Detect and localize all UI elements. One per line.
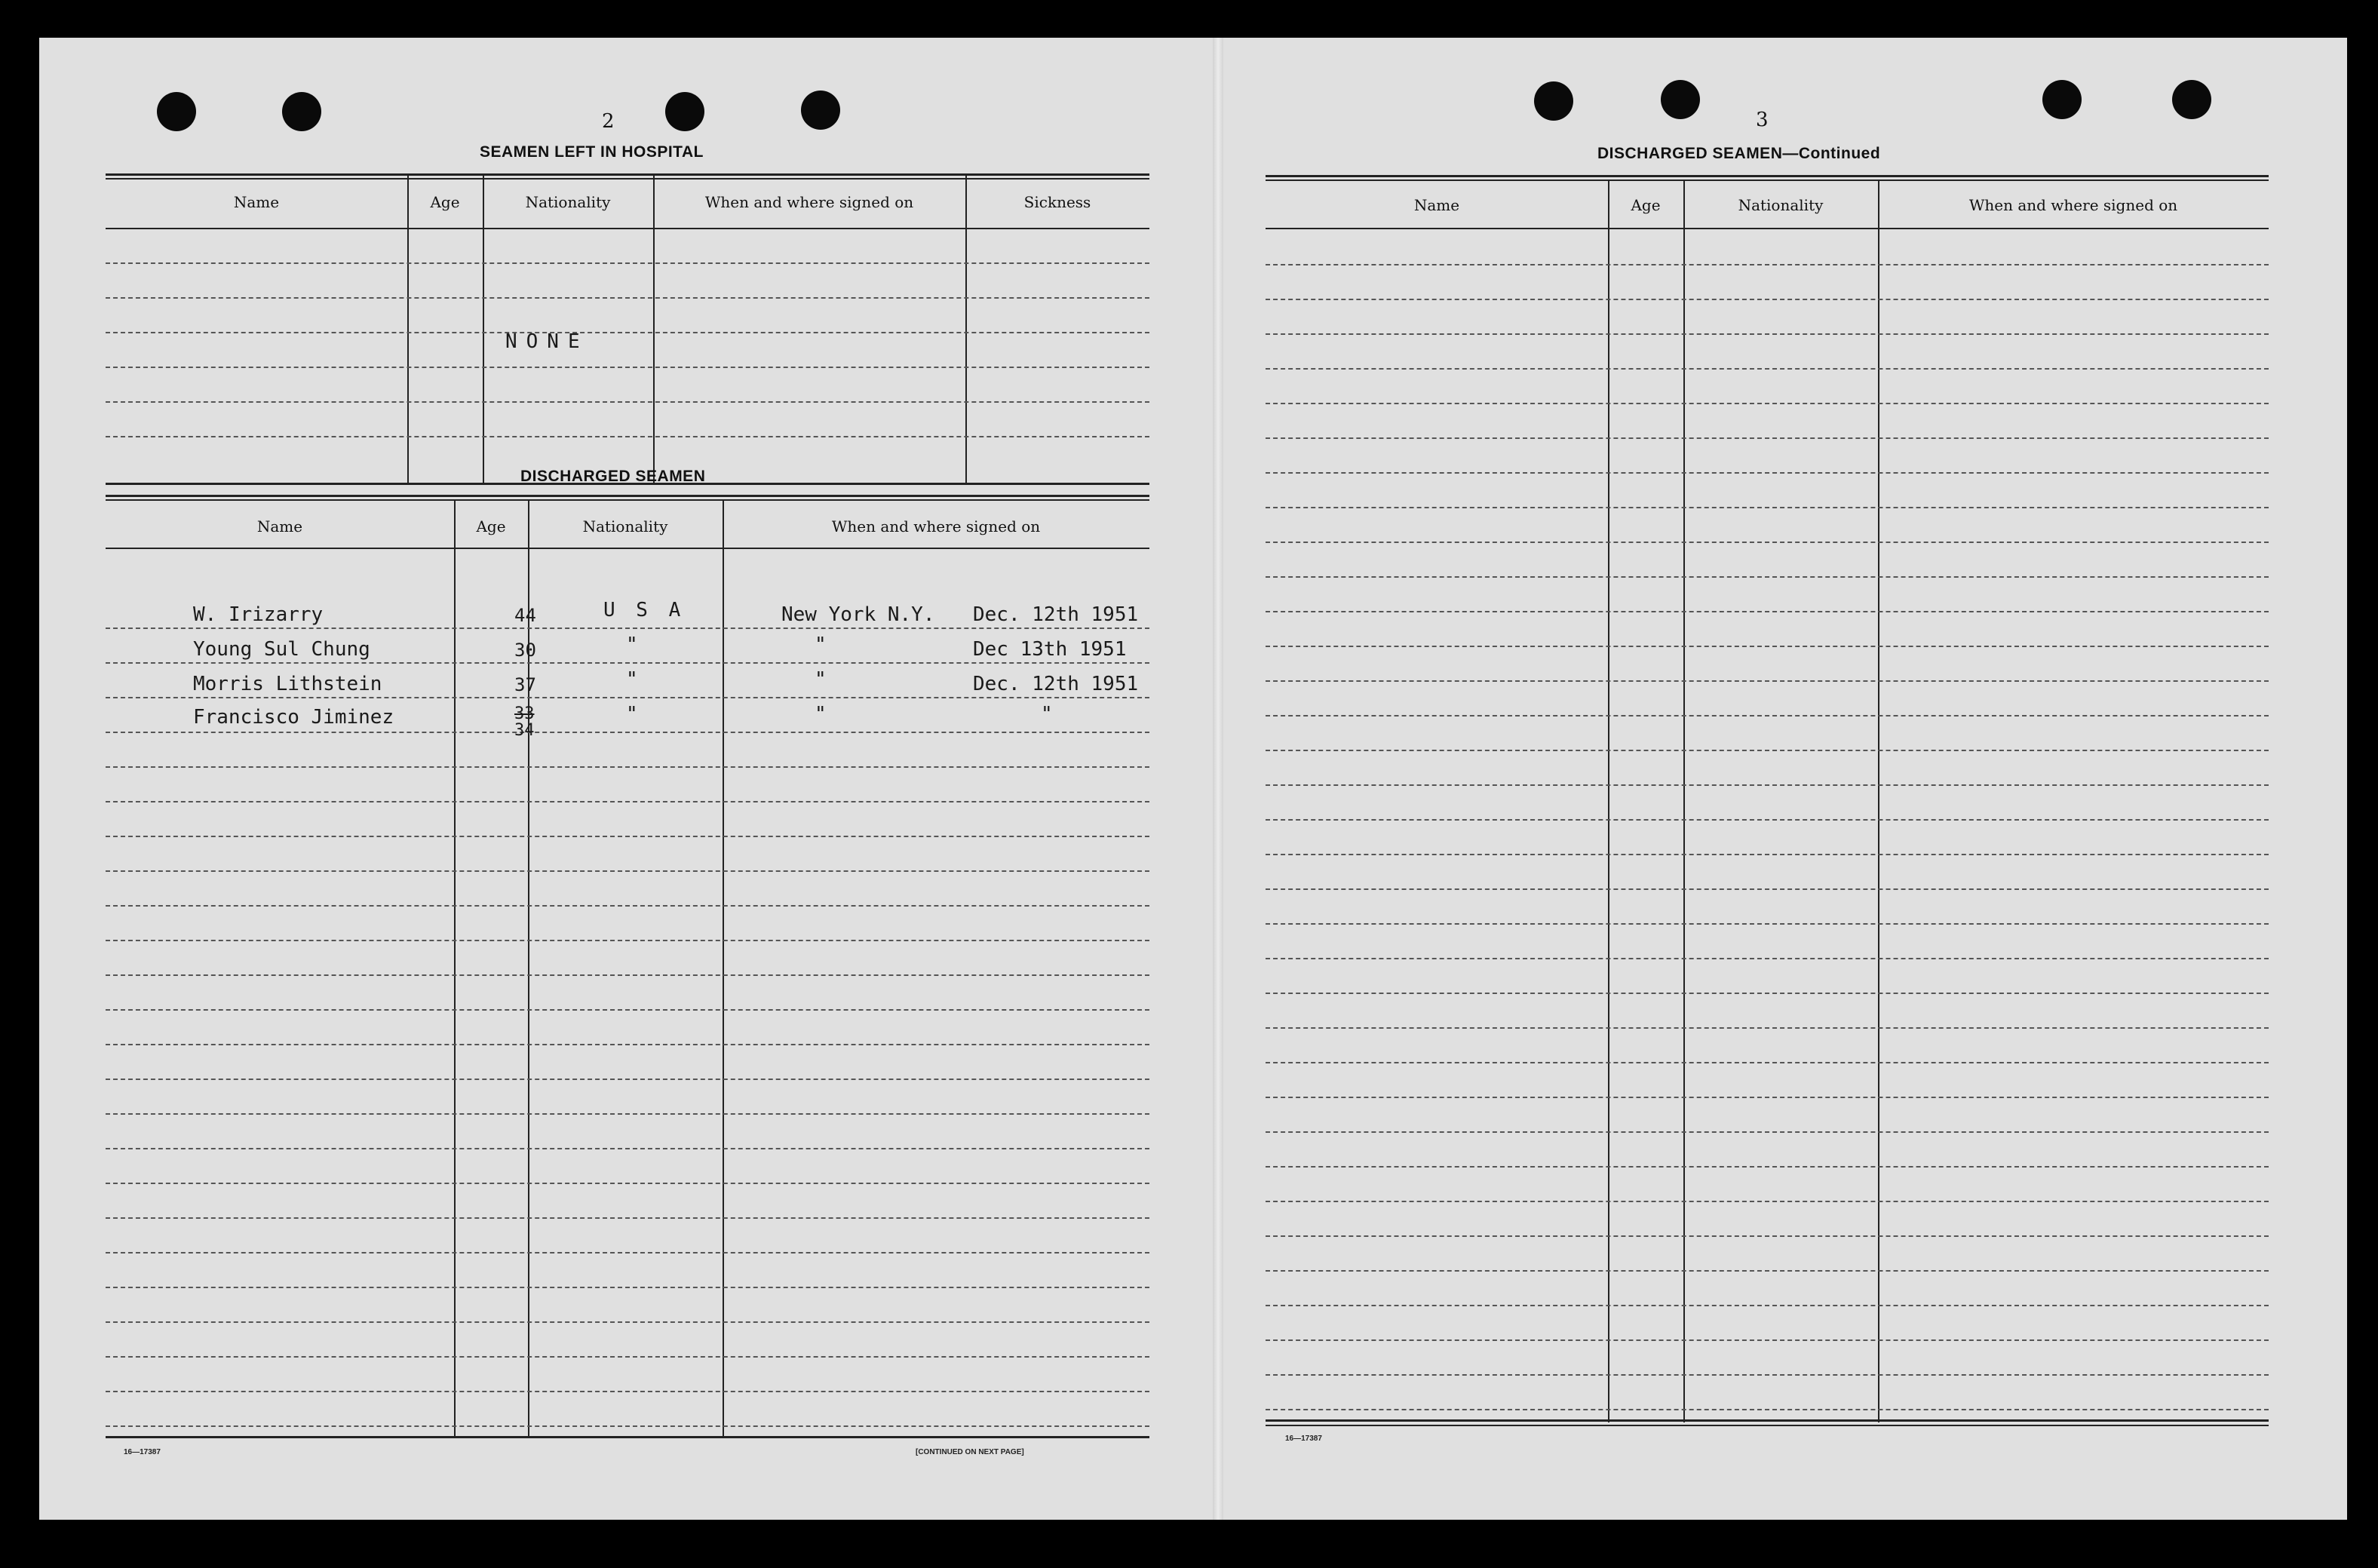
ruled-line — [106, 1079, 1149, 1080]
ruled-line — [106, 662, 1149, 664]
hospital-none-entry: NONE — [505, 330, 589, 353]
col-header-sickness: Sickness — [1023, 193, 1091, 211]
ruled-line — [106, 940, 1149, 941]
ruled-line — [106, 836, 1149, 837]
punch-hole — [282, 92, 321, 131]
document-sheet — [39, 38, 2347, 1520]
ruled-line — [1266, 333, 2269, 335]
ruled-line — [1266, 1374, 2269, 1376]
seaman-nationality: " — [626, 634, 638, 656]
seaman-age: 37 — [514, 674, 536, 695]
ruled-line — [106, 766, 1149, 768]
ruled-line — [106, 1321, 1149, 1323]
seaman-nationality: U S A — [603, 599, 686, 621]
ruled-line — [106, 974, 1149, 976]
ruled-line — [1266, 819, 2269, 821]
ruled-line — [106, 1009, 1149, 1011]
ruled-line — [106, 1183, 1149, 1184]
ruled-line — [1266, 854, 2269, 855]
continued-note: [CONTINUED ON NEXT PAGE] — [916, 1448, 1024, 1456]
ruled-line — [1266, 1097, 2269, 1098]
ruled-line — [106, 1044, 1149, 1045]
punch-hole — [2042, 80, 2082, 119]
ruled-line — [106, 1356, 1149, 1358]
ruled-line — [1266, 958, 2269, 959]
ruled-line — [1266, 715, 2269, 716]
title-suffix: —Continued — [1782, 145, 1881, 162]
ruled-line — [1266, 888, 2269, 890]
ruled-line — [1266, 1235, 2269, 1237]
ruled-line — [1266, 576, 2269, 578]
ruled-line — [106, 697, 1149, 698]
ruled-line — [1266, 264, 2269, 265]
ruled-line — [106, 1425, 1149, 1427]
discharged-continued-title — [1597, 145, 1880, 163]
title-main: DISCHARGED SEAMEN — [1597, 145, 1783, 162]
ruled-line — [106, 1252, 1149, 1253]
col-header-nationality: Nationality — [582, 517, 668, 535]
col-header-name: Name — [233, 193, 280, 211]
seaman-age-struck: 33 — [514, 704, 535, 723]
seaman-age: 30 — [514, 640, 536, 661]
ruled-line — [1266, 784, 2269, 786]
col-header-signed-on: When and where signed on — [1968, 196, 2178, 214]
ruled-line — [106, 1287, 1149, 1288]
punch-hole — [2172, 80, 2211, 119]
ruled-line — [106, 628, 1149, 629]
form-number: 16—17387 — [1285, 1435, 1322, 1443]
punch-hole — [157, 92, 196, 131]
seaman-age: 44 — [514, 605, 536, 626]
ruled-line — [1266, 1131, 2269, 1133]
punch-hole — [1534, 81, 1573, 121]
ruled-line — [106, 870, 1149, 872]
ruled-line — [106, 1113, 1149, 1115]
ruled-line — [1266, 437, 2269, 439]
signed-on-place: New York N.Y. — [781, 603, 935, 626]
punch-hole — [801, 91, 840, 130]
ruled-line — [1266, 507, 2269, 508]
ruled-line — [1266, 1166, 2269, 1168]
seaman-name: Morris Lithstein — [193, 673, 382, 695]
form-number: 16—17387 — [124, 1448, 161, 1456]
ruled-line — [106, 801, 1149, 802]
col-header-signed-on: When and where signed on — [704, 193, 914, 211]
ruled-line — [1266, 646, 2269, 647]
ruled-line — [1266, 1062, 2269, 1063]
ruled-line — [106, 1217, 1149, 1219]
col-header-name: Name — [1413, 196, 1460, 214]
ruled-line — [1266, 1027, 2269, 1029]
ruled-line — [106, 732, 1149, 733]
signed-on-place: " — [815, 703, 827, 726]
seaman-name: Francisco Jiminez — [193, 706, 394, 729]
ruled-line — [1266, 1339, 2269, 1341]
ruled-line — [1266, 680, 2269, 682]
col-header-nationality: Nationality — [525, 193, 611, 211]
ruled-line — [106, 1391, 1149, 1392]
seaman-name: Young Sul Chung — [193, 638, 370, 661]
ruled-line — [1266, 472, 2269, 474]
col-header-age: Age — [430, 193, 460, 211]
col-header-age: Age — [1631, 196, 1661, 214]
seaman-age-corrected: 34 — [514, 721, 535, 740]
ruled-line — [1266, 1201, 2269, 1202]
punch-hole — [665, 92, 704, 131]
col-header-signed-on: When and where signed on — [831, 517, 1041, 535]
col-header-nationality: Nationality — [1738, 196, 1824, 214]
ruled-line — [1266, 542, 2269, 543]
ruled-line — [1266, 611, 2269, 612]
ruled-line — [1266, 750, 2269, 751]
ruled-line — [1266, 368, 2269, 370]
seaman-nationality: " — [626, 703, 638, 726]
ruled-line — [1266, 1409, 2269, 1410]
signed-on-date: Dec. 12th 1951 — [973, 673, 1139, 695]
ruled-line — [1266, 1270, 2269, 1272]
signed-on-place: " — [815, 668, 827, 691]
signed-on-date: " — [1041, 703, 1053, 726]
col-header-name: Name — [256, 517, 303, 535]
signed-on-date: Dec. 12th 1951 — [973, 603, 1139, 626]
col-header-age: Age — [476, 517, 506, 535]
ruled-line — [106, 1148, 1149, 1149]
punch-hole — [1661, 80, 1700, 119]
seaman-name: W. Irizarry — [193, 603, 324, 626]
discharged-section-title: DISCHARGED SEAMEN — [520, 468, 706, 485]
ruled-line — [1266, 993, 2269, 994]
discharged-continued-table — [1266, 175, 2269, 1472]
ruled-line — [1266, 1305, 2269, 1306]
hospital-table — [106, 173, 1149, 490]
seaman-nationality: " — [626, 668, 638, 691]
page-number: 2 — [602, 110, 615, 133]
page-number: 3 — [1756, 109, 1769, 131]
discharged-table — [106, 495, 1149, 1475]
ruled-line — [1266, 299, 2269, 300]
signed-on-place: " — [815, 634, 827, 656]
hospital-section-title: SEAMEN LEFT IN HOSPITAL — [480, 143, 704, 161]
ruled-line — [1266, 403, 2269, 404]
signed-on-date: Dec 13th 1951 — [973, 638, 1127, 661]
ruled-line — [1266, 923, 2269, 925]
center-fold — [1213, 38, 1223, 1520]
ruled-line — [106, 905, 1149, 907]
